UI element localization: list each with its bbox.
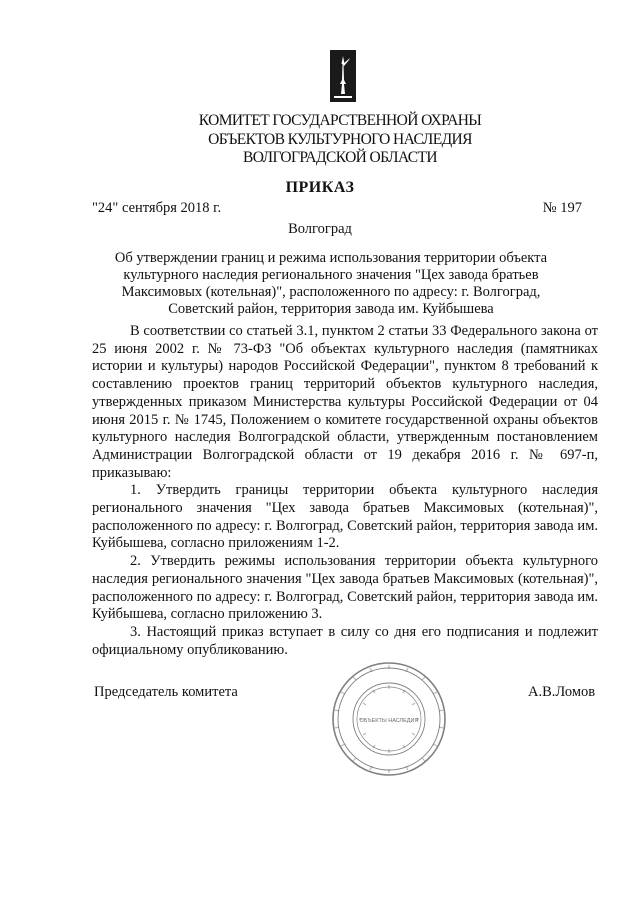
signatory-position: Председатель комитета bbox=[94, 684, 238, 700]
document-number: № 197 bbox=[542, 200, 582, 216]
document-date: "24" сентября 2018 г. bbox=[92, 200, 222, 216]
body-paragraph-3: 2. Утвердить режимы использования территории объекта культурного наследия регионального значения "Цех завода братьев Максимовых (котельная)", расположенного по адресу: г. Волгоград, Советский район, территория завода им. Куйбышева, согласно приложению 3. bbox=[92, 553, 598, 623]
document-body bbox=[92, 323, 598, 659]
official-seal-icon bbox=[330, 660, 448, 778]
header-line-2: ОБЪЕКТОВ КУЛЬТУРНОГО НАСЛЕДИЯ bbox=[208, 131, 472, 148]
document-city: Волгоград bbox=[288, 221, 352, 237]
signatory-name: А.В.Ломов bbox=[528, 684, 596, 700]
body-paragraph-4: 3. Настоящий приказ вступает в силу со дня его подписания и подлежит официальному опубликованию. bbox=[92, 623, 598, 658]
volgograd-emblem-icon bbox=[330, 50, 356, 102]
seal-center-text: ОБЪЕКТЫ НАСЛЕДИЯ bbox=[359, 718, 419, 724]
document-title: ПРИКАЗ bbox=[285, 179, 355, 196]
body-paragraph-1: В соответствии со статьей 3.1, пунктом 2 статьи 33 Федерального закона от 25 июня 2002 г. № 73-ФЗ "Об объектах культурного наследия (памятниках истории и культуры) народов Российской Федерации", пунктом 8 требований к составлению проектов границ территорий объектов культурного наследия, утвержденных приказом Министерства культуры Российской Федерации от 04 июня 2015 г. № 1745, Положением о комитете государственной охраны объектов культурного наследия Волгоградской области, утвержденным постановлением Администрации Волгоградской области от 19 декабря 2016 г. № 697-п, приказываю: bbox=[92, 323, 598, 481]
document-subject: Об утверждении границ и режима использования территории объекта культурного наследия регионального значения "Цех завода братьев Максимовых (котельная)", расположенного по адресу: г. Волгоград, Советский район, территория завода им. Куйбышева bbox=[114, 250, 548, 317]
header-line-1: КОМИТЕТ ГОСУДАРСТВЕННОЙ ОХРАНЫ bbox=[198, 112, 482, 129]
body-paragraph-2: 1. Утвердить границы территории объекта культурного наследия регионального значения "Цех завода братьев Максимовых (котельная)", расположенного по адресу: г. Волгоград, Советский район, территория завода им. Куйбышева, согласно приложениям 1-2. bbox=[92, 482, 598, 552]
header-line-3: ВОЛГОГРАДСКОЙ ОБЛАСТИ bbox=[242, 149, 437, 166]
